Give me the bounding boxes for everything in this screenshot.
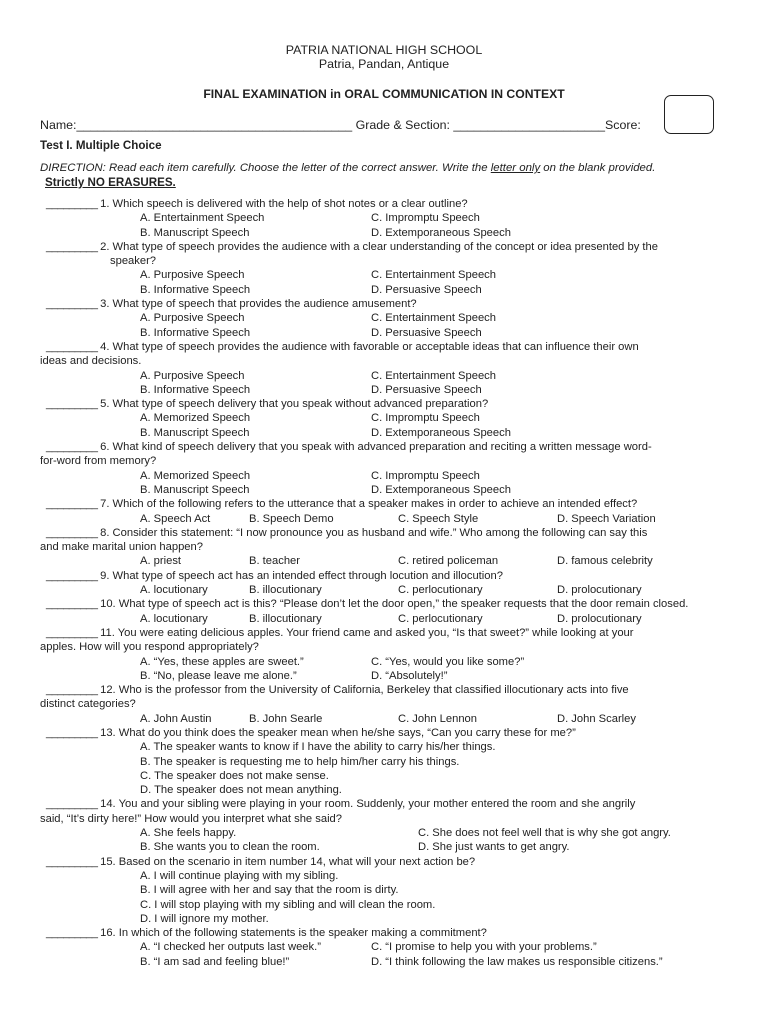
option-row bbox=[46, 655, 726, 669]
questions-list bbox=[40, 197, 726, 969]
answer-option: D. prolocutionary bbox=[557, 584, 642, 597]
answer-option: A. The speaker wants to know if I have the ability to carry his/her things. bbox=[140, 741, 496, 754]
answer-blank[interactable]: _________ bbox=[46, 498, 101, 511]
answer-option: B. “No, please leave me alone.” bbox=[140, 669, 297, 682]
answer-option: D. Persuasive Speech bbox=[371, 383, 482, 396]
question-text: 5. What type of speech delivery that you speak without advanced preparation? bbox=[100, 398, 489, 411]
answer-option: A. Purposive Speech bbox=[140, 312, 245, 325]
option-row bbox=[46, 554, 726, 568]
answer-option: B. John Searle bbox=[249, 712, 323, 725]
answer-blank[interactable]: _________ bbox=[46, 441, 101, 454]
answer-option: D. “I think following the law makes us responsible citizens.” bbox=[371, 955, 663, 968]
answer-option: A. locutionary bbox=[140, 612, 208, 625]
question-stem bbox=[46, 526, 726, 540]
question-text: 2. What type of speech provides the audience with a clear understanding of the concept or idea presented by the bbox=[100, 240, 658, 253]
question-item bbox=[46, 597, 726, 626]
question-item bbox=[46, 497, 726, 526]
answer-option: B. Informative Speech bbox=[140, 326, 251, 339]
answer-option: B. “I am sad and feeling blue!” bbox=[140, 955, 290, 968]
test-title: Test I. Multiple Choice bbox=[40, 139, 162, 152]
question-continuation: and make marital union happen? bbox=[40, 541, 203, 554]
question-continuation: ideas and decisions. bbox=[40, 355, 142, 368]
question-item bbox=[40, 526, 726, 569]
answer-option: A. John Austin bbox=[140, 712, 212, 725]
answer-option: C. Entertainment Speech bbox=[371, 269, 496, 282]
answer-blank[interactable]: _________ bbox=[46, 726, 101, 739]
answer-option: B. Informative Speech bbox=[140, 283, 251, 296]
answer-blank[interactable]: _________ bbox=[46, 598, 101, 611]
option-row bbox=[46, 483, 726, 497]
question-stem bbox=[46, 726, 726, 740]
question-continuation: apples. How will you respond appropriately? bbox=[40, 641, 259, 654]
option-row bbox=[46, 426, 726, 440]
question-text: 12. Who is the professor from the University of California, Berkeley that classified illocutionary acts into five bbox=[100, 684, 629, 697]
answer-blank[interactable]: _________ bbox=[46, 684, 101, 697]
question-text: 4. What type of speech provides the audience with favorable or acceptable ideas that can influence their own bbox=[100, 340, 639, 353]
answer-blank[interactable]: _________ bbox=[46, 240, 101, 253]
question-item bbox=[40, 340, 726, 397]
answer-option: A. Entertainment Speech bbox=[140, 212, 265, 225]
question-text: 11. You were eating delicious apples. Your friend came and asked you, “Is that sweet?” while looking at your bbox=[100, 626, 634, 639]
answer-option: D. Extemporaneous Speech bbox=[371, 426, 511, 439]
question-continuation: distinct categories? bbox=[40, 698, 136, 711]
question-stem bbox=[46, 397, 726, 411]
option-row bbox=[46, 369, 726, 383]
student-info-line: Name:________________________________________ Grade & Section: ______________________Score: bbox=[40, 118, 641, 132]
answer-blank[interactable]: _________ bbox=[46, 526, 101, 539]
score-box bbox=[664, 95, 714, 134]
question-item bbox=[40, 440, 726, 497]
question-stem bbox=[46, 926, 726, 940]
question-text: 13. What do you think does the speaker mean when he/she says, “Can you carry these for me?” bbox=[100, 726, 576, 739]
question-text: 16. In which of the following statements is the speaker making a commitment? bbox=[100, 927, 487, 940]
answer-option: C. Impromptu Speech bbox=[371, 212, 480, 225]
question-text: 9. What type of speech act has an intended effect through locution and illocution? bbox=[100, 569, 503, 582]
answer-option: D. John Scarley bbox=[557, 712, 636, 725]
option-row bbox=[46, 512, 726, 526]
answer-option: A. “I checked her outputs last week.” bbox=[140, 941, 321, 954]
question-text: 1. Which speech is delivered with the help of shot notes or a clear outline? bbox=[100, 198, 468, 210]
option-row bbox=[46, 311, 726, 325]
answer-option: B. I will agree with her and say that the room is dirty. bbox=[140, 884, 399, 897]
answer-blank[interactable]: _________ bbox=[46, 927, 101, 940]
question-text: 3. What type of speech that provides the audience amusement? bbox=[100, 298, 417, 311]
question-item bbox=[46, 240, 726, 297]
school-name: PATRIA NATIONAL HIGH SCHOOL bbox=[285, 43, 483, 57]
option-row bbox=[46, 955, 726, 969]
answer-option: B. illocutionary bbox=[249, 612, 322, 625]
direction-text bbox=[40, 161, 730, 175]
answer-blank[interactable]: _________ bbox=[46, 855, 101, 868]
question-stem bbox=[46, 569, 726, 583]
option-row bbox=[46, 940, 726, 954]
answer-option: D. “Absolutely!” bbox=[371, 669, 448, 682]
question-stem bbox=[46, 797, 726, 811]
answer-option: C. Entertainment Speech bbox=[371, 369, 496, 382]
answer-option: A. Purposive Speech bbox=[140, 369, 245, 382]
exam-title: FINAL EXAMINATION in ORAL COMMUNICATION IN CONTEXT bbox=[203, 87, 565, 101]
question-stem bbox=[46, 497, 726, 511]
question-item bbox=[46, 569, 726, 598]
answer-option: B. Manuscript Speech bbox=[140, 226, 250, 239]
option-row bbox=[46, 840, 726, 854]
answer-option: B. The speaker is requesting me to help him/her carry his things. bbox=[140, 755, 460, 768]
answer-option: D. She just wants to get angry. bbox=[418, 841, 570, 854]
answer-option: D. The speaker does not mean anything. bbox=[140, 784, 342, 797]
question-item bbox=[46, 397, 726, 440]
question-item bbox=[40, 797, 726, 854]
answer-option: A. She feels happy. bbox=[140, 827, 237, 840]
question-stem bbox=[46, 297, 726, 311]
answer-option: B. Manuscript Speech bbox=[140, 426, 250, 439]
question-stem bbox=[46, 197, 726, 211]
option-row bbox=[46, 411, 726, 425]
answer-option: D. Persuasive Speech bbox=[371, 283, 482, 296]
answer-blank[interactable]: _________ bbox=[46, 340, 101, 353]
option-row bbox=[46, 268, 726, 282]
question-continuation: said, “It’s dirty here!” How would you interpret what she said? bbox=[40, 812, 342, 825]
option-row bbox=[46, 383, 726, 397]
option-row bbox=[46, 612, 726, 626]
option-row bbox=[46, 283, 726, 297]
answer-option: C. The speaker does not make sense. bbox=[140, 769, 329, 782]
question-stem bbox=[46, 626, 726, 640]
question-text: 10. What type of speech act is this? “Please don’t let the door open,” the speaker requests that the door remain closed. bbox=[100, 598, 689, 611]
answer-option: B. She wants you to clean the room. bbox=[140, 841, 320, 854]
question-item bbox=[46, 297, 726, 340]
answer-blank[interactable]: _________ bbox=[46, 398, 101, 411]
answer-option: C. She does not feel well that is why she got angry. bbox=[418, 827, 671, 840]
answer-option: D. Extemporaneous Speech bbox=[371, 483, 511, 496]
question-continuation: speaker? bbox=[110, 255, 157, 268]
question-text: 14. You and your sibling were playing in your room. Suddenly, your mother entered the room and she angrily bbox=[100, 798, 636, 811]
answer-option: A. priest bbox=[140, 555, 182, 568]
answer-blank[interactable]: _________ bbox=[46, 298, 101, 311]
answer-option: C. Speech Style bbox=[398, 512, 479, 525]
answer-option: D. Persuasive Speech bbox=[371, 326, 482, 339]
answer-option: C. John Lennon bbox=[398, 712, 477, 725]
answer-option: D. Extemporaneous Speech bbox=[371, 226, 511, 239]
answer-blank[interactable]: _________ bbox=[46, 569, 101, 582]
question-item bbox=[46, 726, 726, 797]
answer-option: A. Memorized Speech bbox=[140, 412, 251, 425]
answer-option: B. teacher bbox=[249, 555, 300, 568]
option-row bbox=[46, 211, 726, 225]
answer-option: C. perlocutionary bbox=[398, 584, 483, 597]
answer-option: A. I will continue playing with my sibling. bbox=[140, 869, 339, 882]
question-continuation: for-word from memory? bbox=[40, 455, 157, 468]
strict-note: Strictly NO ERASURES. bbox=[45, 176, 176, 189]
question-stem bbox=[46, 855, 726, 869]
answer-option: C. retired policeman bbox=[398, 555, 499, 568]
question-stem bbox=[46, 240, 726, 254]
answer-option: C. “I promise to help you with your problems.” bbox=[371, 941, 597, 954]
option-row bbox=[46, 226, 726, 240]
answer-option: C. Impromptu Speech bbox=[371, 469, 480, 482]
question-item bbox=[40, 683, 726, 726]
question-item bbox=[46, 926, 726, 969]
answer-option: C. I will stop playing with my sibling and will clean the room. bbox=[140, 898, 436, 911]
question-item bbox=[46, 855, 726, 926]
option-row bbox=[46, 826, 726, 840]
question-item bbox=[46, 197, 726, 240]
answer-option: A. locutionary bbox=[140, 584, 208, 597]
question-stem bbox=[46, 440, 726, 454]
answer-option: D. prolocutionary bbox=[557, 612, 642, 625]
answer-blank[interactable]: _________ bbox=[46, 198, 101, 210]
question-stem bbox=[46, 597, 726, 611]
option-row bbox=[46, 326, 726, 340]
answer-option: B. Manuscript Speech bbox=[140, 483, 250, 496]
answer-option: B. Speech Demo bbox=[249, 512, 334, 525]
school-address: Patria, Pandan, Antique bbox=[318, 57, 450, 71]
answer-option: C. perlocutionary bbox=[398, 612, 483, 625]
direction-underlined: letter only bbox=[490, 162, 541, 174]
question-text: 7. Which of the following refers to the utterance that a speaker makes in order to achieve an intended effect? bbox=[100, 498, 638, 511]
question-text: 15. Based on the scenario in item number 14, what will your next action be? bbox=[100, 855, 476, 868]
answer-option: C. Impromptu Speech bbox=[371, 412, 480, 425]
answer-blank[interactable]: _________ bbox=[46, 626, 101, 639]
option-row bbox=[46, 469, 726, 483]
answer-option: A. Speech Act bbox=[140, 512, 211, 525]
answer-option: D. Speech Variation bbox=[557, 512, 656, 525]
answer-option: B. Informative Speech bbox=[140, 383, 251, 396]
answer-option: B. illocutionary bbox=[249, 584, 322, 597]
option-row bbox=[46, 669, 726, 683]
answer-option: A. Purposive Speech bbox=[140, 269, 245, 282]
question-stem bbox=[46, 340, 726, 354]
question-text: 8. Consider this statement: “I now pronounce you as husband and wife.” Who among the following can say this bbox=[100, 526, 648, 539]
answer-blank[interactable]: _________ bbox=[46, 798, 101, 811]
answer-option: D. I will ignore my mother. bbox=[140, 912, 269, 925]
direction-part-1: DIRECTION: Read each item carefully. Choose the letter of the correct answer. Write the bbox=[40, 162, 491, 174]
answer-option: A. “Yes, these apples are sweet.” bbox=[140, 655, 304, 668]
answer-option: C. Entertainment Speech bbox=[371, 312, 496, 325]
answer-option: A. Memorized Speech bbox=[140, 469, 251, 482]
direction-part-2: on the blank provided. bbox=[540, 162, 656, 174]
answer-option: C. “Yes, would you like some?” bbox=[371, 655, 525, 668]
answer-option: D. famous celebrity bbox=[557, 555, 653, 568]
question-item bbox=[40, 626, 726, 683]
option-row bbox=[46, 583, 726, 597]
option-row bbox=[46, 712, 726, 726]
question-stem bbox=[46, 683, 726, 697]
question-text: 6. What kind of speech delivery that you speak with advanced preparation and reciting a written message word- bbox=[100, 441, 652, 454]
